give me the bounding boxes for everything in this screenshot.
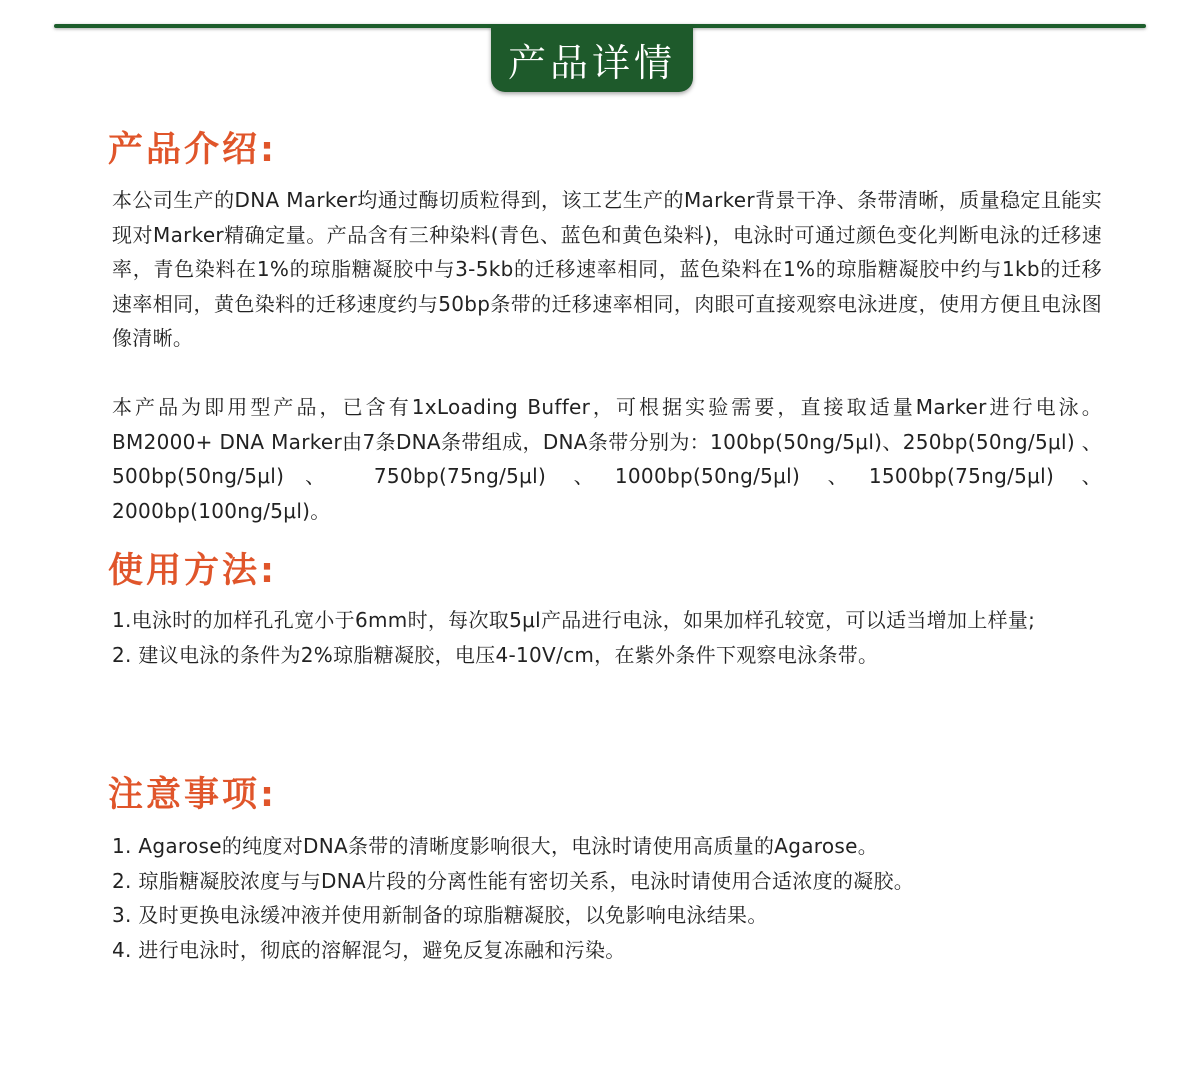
usage-item: 2. 建议电泳的条件为2%琼脂糖凝胶，电压4-10V/cm，在紫外条件下观察电泳条带。: [112, 642, 879, 667]
notes-item: 2. 琼脂糖凝胶浓度与与DNA片段的分离性能有密切关系，电泳时请使用合适浓度的凝胶。: [112, 868, 915, 893]
usage-item: 1.电泳时的加样孔孔宽小于6mm时，每次取5μl产品进行电泳，如果加样孔较宽，可以适当增加上样量;: [112, 608, 1036, 632]
notes-item: 4. 进行电泳时，彻底的溶解混匀，避免反复冻融和污染。: [112, 937, 626, 962]
notes-list: [112, 829, 1102, 967]
notes-item: 3. 及时更换电泳缓冲液并使用新制备的琼脂糖凝胶，以免影响电泳结果。: [112, 903, 768, 927]
product-details-tab: [491, 26, 693, 92]
usage-list: [112, 603, 1102, 672]
intro-section-title: 产品介绍:: [108, 130, 277, 170]
notes-item: 1. Agarose的纯度对DNA条带的清晰度影响很大，电泳时请使用高质量的Agarose。: [112, 834, 879, 858]
intro-paragraph-1: 本公司生产的DNA Marker均通过酶切质粒得到，该工艺生产的Marker背景干净、条带清晰，质量稳定且能实现对Marker精确定量。产品含有三种染料(青色、蓝色和黄色染料)，电泳时可通过颜色变化判断电泳的迁移速率，青色染料在1%的琼脂糖凝胶中与3-5kb的迁移速率相同，蓝色染料在1%的琼脂糖凝胶中约与1kb的迁移速率相同，黄色染料的迁移速度约与50bp条带的迁移速率相同，肉眼可直接观察电泳进度，使用方便且电泳图像清晰。: [112, 188, 1102, 350]
notes-section-title: 注意事项:: [108, 775, 277, 815]
intro-paragraph-2: 本产品为即用型产品，已含有1xLoading Buffer，可根据实验需要，直接取适量Marker进行电泳。BM2000+ DNA Marker由7条DNA条带组成，DNA条带分别为：100bp(50ng/5μl)、250bp(50ng/5μl) 、500bp(50ng/5μl)、 750bp(75ng/5μl) 、1000bp(50ng/5μl) 、1500bp(75ng/5μl) 、2000bp(100ng/5μl)。: [112, 395, 1102, 523]
page-title: 产品详情: [507, 40, 676, 85]
usage-section-title: 使用方法:: [108, 551, 277, 591]
